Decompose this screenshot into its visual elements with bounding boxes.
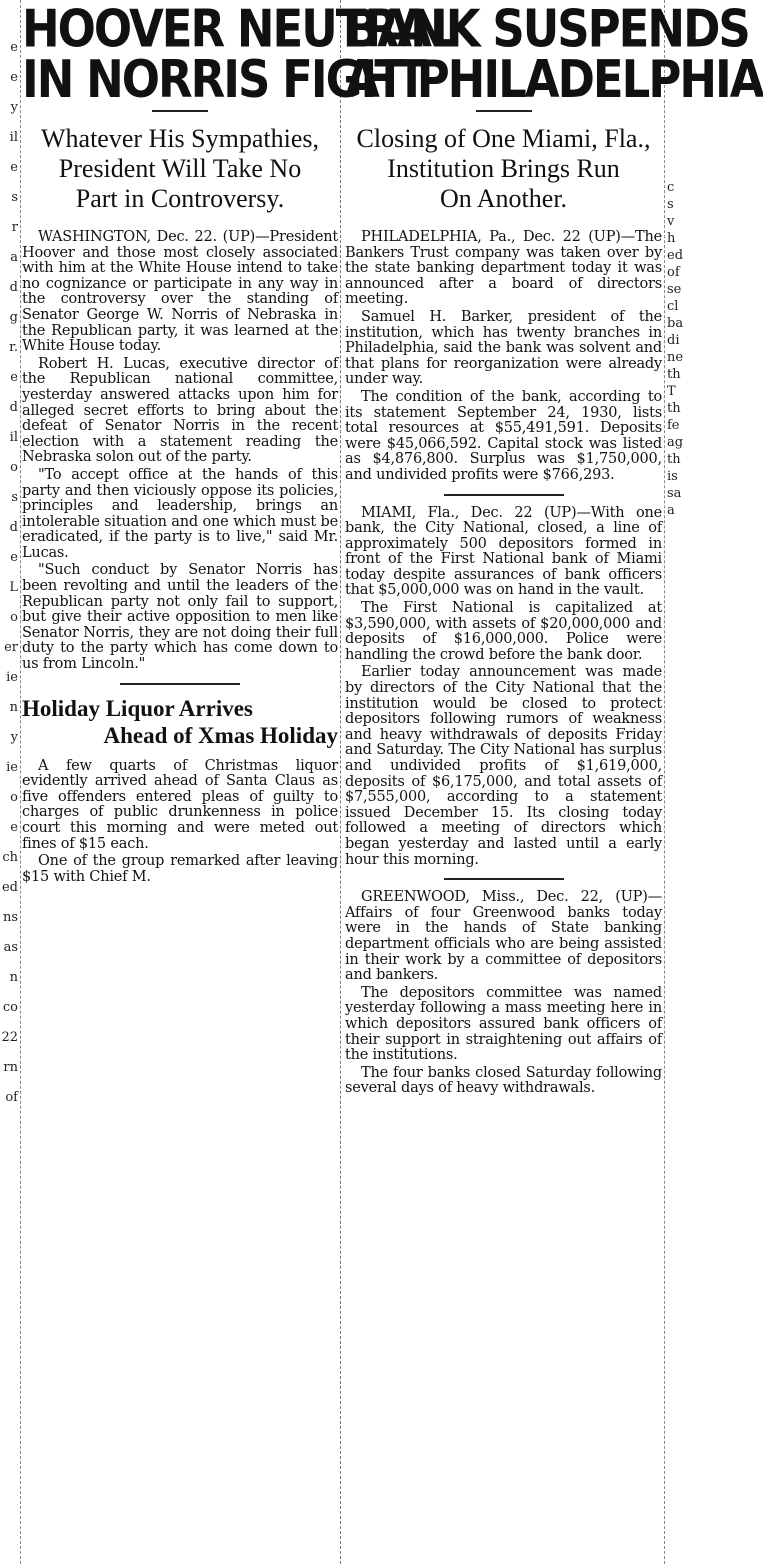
liquor-headline-line-2: Ahead of Xmas Holiday [103,722,338,748]
edge-fragment: fe [667,418,680,433]
edge-fragment: d [9,280,18,295]
edge-fragment: d [9,400,18,415]
greenwood-article-body [345,890,662,1097]
edge-fragment: c [667,180,675,195]
left-column [22,0,457,887]
bank-headline [345,0,763,110]
edge-fragment: o [10,610,18,625]
edge-fragment: L [9,580,18,595]
article-paragraph: Earlier today announcement was made by directors of the City National that the institution would be closed to protect depositors following rumors of weakness and heavy withdrawals of deposits Friday and Saturday. The City National has surplus and undivided profits of $1,619,000, deposits of $6,175,000, and total assets of $7,555,000, according to a statement issued December 15. Its closing today followed a meeting of directors which began yesterday and lasted until a early hour this morning. [345,664,662,868]
edge-fragment: il [9,430,18,445]
edge-fragment: sa [667,486,682,501]
edge-fragment: e [10,550,18,565]
edge-fragment: a [10,250,18,265]
edge-fragment: 22 [1,1030,18,1045]
edge-fragment: as [3,940,18,955]
edge-fragment: s [11,490,18,505]
edge-fragment: v [667,214,675,229]
edge-fragment: e [10,160,18,175]
edge-fragment: of [667,265,680,280]
article-paragraph: WASHINGTON, Dec. 22. (UP)—President Hoover and those most closely associated with him at the White House intend to take no cognizance or participate in any way in the controversy over the standing of Senator George W. Norris of Nebraska in the Republican party, it was learned at the White House today. [22,229,338,355]
miami-article-body [345,506,662,869]
headline-rule [476,110,532,112]
philadelphia-article-body [345,230,662,484]
story-separator [120,683,240,685]
deck-line-1: Whatever His Sympathies, [41,124,319,153]
liquor-headline-line-1: Holiday Liquor Arrives [22,695,253,721]
edge-fragment: T [667,384,676,399]
edge-fragment: ne [667,350,684,365]
headline-line-2: IN NORRIS FIGHT [22,48,425,110]
edge-fragment: ed [667,248,684,263]
article-paragraph: The depositors committee was named yesterday following a mass meeting here in which depositors assured bank officers of their support in straightening out affairs of the institutions. [345,984,662,1064]
story-separator [444,494,564,496]
liquor-headline [22,695,338,749]
article-paragraph: Robert H. Lucas, executive director of the Republican national committee, yesterday answered attacks upon him for alleged secret efforts to bring about the defeat of Senator Norris in the recent election with a statement reading the Nebraska solon out of the party. [22,355,338,466]
article-paragraph: The First National is capitalized at $3,590,000, with assets of $20,000,000 and deposits of $16,000,000. Police were handling the crowd before the bank door. [345,600,662,663]
edge-fragment: e [10,70,18,85]
deck-line-3: Part in Controversy. [75,184,285,213]
headline-line-1: BANK SUSPENDS [345,0,749,60]
edge-fragment: cl [667,299,679,314]
article-paragraph: Samuel H. Barker, president of the institution, which has twenty branches in Philadelphia, said the bank was solvent and that plans for reorganization were already under way. [345,308,662,388]
edge-fragment: th [667,452,681,467]
edge-fragment: ed [1,880,18,895]
edge-fragment: ch [2,850,18,865]
hoover-deck [22,124,338,214]
edge-fragment: r. [9,340,18,355]
article-paragraph: A few quarts of Christmas liquor evidently arrived ahead of Santa Claus as five offenders entered pleas of guilty to charges of public drunkenness in police court this morning and were meted out fines of $15 each. [22,757,338,852]
headline-line-2: AT PHILADELPHIA [345,48,763,110]
edge-fragment: is [667,469,678,484]
edge-fragment: o [10,460,18,475]
edge-fragment: ag [667,435,684,450]
edge-fragment: ie [6,760,18,775]
edge-fragment: e [10,820,18,835]
edge-fragment: e [10,40,18,55]
headline-rule [152,110,208,112]
edge-fragment: rn [3,1060,18,1075]
edge-fragment: o [10,790,18,805]
edge-fragment: a [667,503,675,518]
liquor-article-body [22,759,338,886]
article-paragraph: One of the group remarked after leaving $15 with Chief M. [22,853,338,885]
hoover-headline [22,0,457,110]
edge-fragment: s [667,197,674,212]
edge-fragment: ns [2,910,18,925]
edge-fragment: th [667,401,681,416]
bank-deck [345,124,662,214]
right-edge-fragments [664,0,682,1564]
headline-line-1: HOOVER NEUTRAL [22,0,457,60]
edge-fragment: il [9,130,18,145]
deck-line-2: President Will Take No [58,154,302,183]
edge-fragment: y [10,100,18,115]
edge-fragment: e [10,370,18,385]
article-paragraph: "Such conduct by Senator Norris has been revolting and until the leaders of the Republican party not only fail to support, but give their active opposition to men like Senator Norris, they are not doing their full duty to the party which has come down to us from Lincoln." [22,562,338,673]
deck-line-1: Closing of One Miami, Fla., [356,124,651,153]
edge-fragment: y [10,730,18,745]
column-divider [340,0,341,1564]
edge-fragment: co [2,1000,18,1015]
edge-fragment: g [9,310,18,325]
edge-fragment: n [9,970,18,985]
edge-fragment: se [667,282,682,297]
edge-fragment: h [667,231,676,246]
edge-fragment: s [11,190,18,205]
edge-fragment: n [9,700,18,715]
edge-fragment: r [11,220,18,235]
edge-fragment: ba [667,316,684,331]
article-paragraph: PHILADELPHIA, Pa., Dec. 22 (UP)—The Bankers Trust company was taken over by the state banking department today it was announced after a board of directors meeting. [345,229,662,308]
edge-fragment: ie [6,670,18,685]
story-separator [444,878,564,880]
edge-fragment: d [9,520,18,535]
article-paragraph: The four banks closed Saturday following several days of heavy withdrawals. [345,1064,662,1097]
edge-fragment: th [667,367,681,382]
edge-fragment: di [667,333,680,348]
article-paragraph: GREENWOOD, Miss., Dec. 22, (UP)—Affairs of four Greenwood banks today were in the hands of State banking department officials who are being assisted in their work by a committee of depositors and bankers. [345,889,662,984]
edge-fragment: er [4,640,18,655]
deck-line-2: Institution Brings Run [387,154,620,183]
article-paragraph: The condition of the bank, according to its statement September 24, 1930, lists total resources at $55,491,591. Deposits were $45,066,592. Capital stock was listed as $4,876,800. Surplus was $1,750,000, and undivided profits were $766,293. [345,388,662,483]
article-paragraph: MIAMI, Fla., Dec. 22 (UP)—With one bank, the City National, closed, a line of approximately 500 depositors formed in front of the First National bank of Miami today despite assurances of bank officers that $5,000,000 was on hand in the vault. [345,504,662,599]
deck-line-3: On Another. [439,184,568,213]
left-edge-fragments [0,0,21,1564]
article-paragraph: "To accept office at the hands of this party and then viciously oppose its policies, principles and leadership, brings an intolerable situation and one which must be eradicated, if the party is to live," said Mr. Lucas. [22,466,338,561]
edge-fragment: of [5,1090,18,1105]
hoover-article-body [22,230,338,673]
